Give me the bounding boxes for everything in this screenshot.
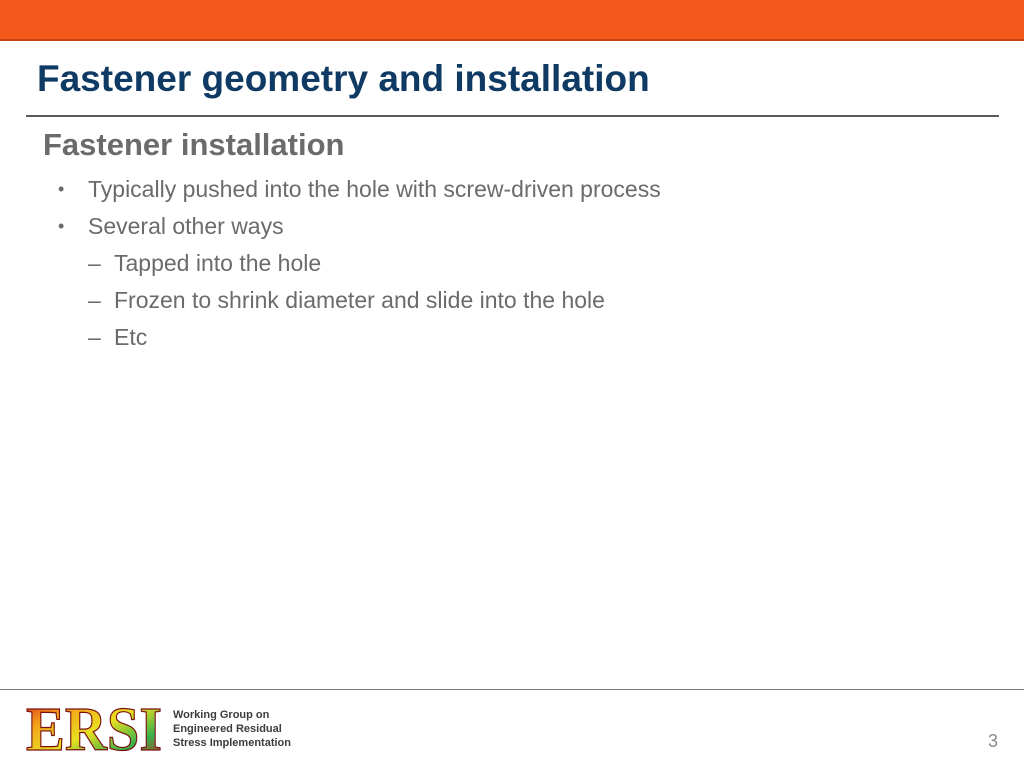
dash-icon: – (88, 287, 101, 313)
bullet-icon: • (58, 216, 65, 236)
section-heading: Fastener installation (43, 127, 345, 162)
dash-icon: – (88, 324, 101, 350)
bullet-item (43, 171, 983, 208)
org-name (173, 708, 291, 750)
logo-text: ERSI (26, 698, 162, 756)
slide-content (43, 125, 983, 356)
sub-bullet-text: Tapped into the hole (114, 250, 322, 276)
title-divider (26, 115, 999, 117)
sub-bullet-text: Frozen to shrink diameter and slide into the hole (114, 287, 605, 313)
dash-icon: – (88, 250, 101, 276)
bullet-text: Several other ways (88, 213, 284, 239)
sub-bullet-item (88, 282, 983, 319)
ersi-logo-icon (24, 698, 164, 756)
bullet-text: Typically pushed into the hole with screw-driven process (88, 176, 661, 202)
sub-bullet-text: Etc (114, 324, 148, 350)
footer-divider (0, 689, 1024, 690)
bullet-item (43, 208, 983, 356)
top-accent-bar (0, 0, 1024, 41)
sub-bullet-list (88, 245, 983, 356)
bullet-list (43, 171, 983, 356)
org-line: Engineered Residual (173, 723, 282, 735)
org-line: Stress Implementation (173, 737, 291, 749)
sub-bullet-item (88, 245, 983, 282)
slide-title: Fastener geometry and installation (37, 58, 650, 99)
bullet-icon: • (58, 179, 65, 199)
org-line: Working Group on (173, 709, 270, 721)
sub-bullet-item (88, 319, 983, 356)
page-number: 3 (987, 731, 998, 751)
